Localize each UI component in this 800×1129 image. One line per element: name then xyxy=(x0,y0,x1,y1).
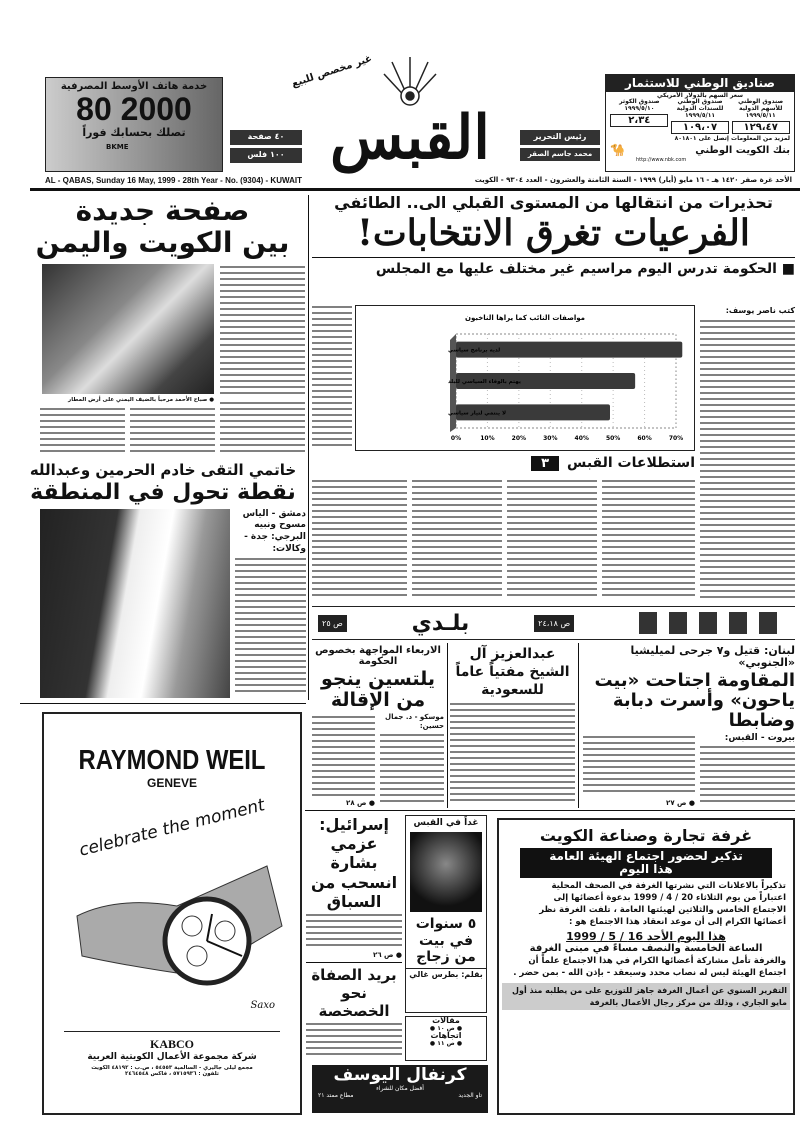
lebanon-story xyxy=(583,645,795,807)
khatami-headline: نقطة تحول في المنطقة xyxy=(30,479,296,505)
poll-banner-number: ٣ xyxy=(531,456,559,471)
yeltsin-story xyxy=(312,645,444,807)
chamber-of-commerce-ad xyxy=(497,818,795,1115)
main-headline: الفرعيات تغرق الانتخابات! xyxy=(357,211,750,254)
yeltsin-kicker: الاربعاء المواجهة بخصوص الحكومة xyxy=(315,645,441,667)
chart-tick-label: 30% xyxy=(543,435,558,442)
body-text xyxy=(235,558,306,695)
editor-box xyxy=(520,130,600,161)
chamber-banner-2: هذا اليوم xyxy=(619,861,673,876)
yemen-headline-2: بين الكويت واليمن xyxy=(35,226,290,259)
chart-tick-label: 60% xyxy=(637,435,652,442)
fund-name: صندوق الوطني للأسهم الدولية xyxy=(738,98,784,113)
chart-tick-label: 20% xyxy=(511,435,527,442)
not-for-sale-label: غير مخصص للبيع xyxy=(290,53,374,90)
main-story-header xyxy=(312,194,795,302)
khatami-kicker: خاتمي التقى خادم الحرمين وعبدالله xyxy=(29,461,297,479)
khatami-byline: دمشق - الياس مسوح ونبيه البرجي: جدة - وكالات: xyxy=(242,508,306,554)
trends-ref: ● ص ١١ ● xyxy=(429,1040,463,1048)
divider xyxy=(305,810,795,811)
chamber-org: غرفة تجارة وصناعة الكويت xyxy=(539,826,753,845)
fund-item xyxy=(610,99,668,134)
divider xyxy=(306,962,402,963)
lebanon-byline: بيروت - القبس: xyxy=(724,732,795,743)
chart-svg xyxy=(356,306,694,450)
chamber-banner xyxy=(520,848,772,878)
logo-text: القبس xyxy=(330,103,490,173)
israel-mail-column xyxy=(306,815,402,1060)
chamber-line: أعضائها الكرام إلى أن موعد انعقاد هذا الاجتماع هو : xyxy=(568,916,786,927)
column-divider xyxy=(578,643,579,808)
fund-item xyxy=(732,99,790,134)
chamber-line: تذكيراً بالاعلانات التي نشرتها الغرفة في الصحف المحلية xyxy=(551,880,786,891)
chamber-line: اجتماع الهيئة ليس له نصاب محدد وسيعقد - بإذن الله - بمن حضر . xyxy=(513,967,786,978)
fund-date: ١٩٩٩/٥/١١ xyxy=(685,111,716,119)
chamber-date: هذا اليوم الأحد 16 / 5 / 1999 xyxy=(566,929,726,943)
yemen-headline-1: صفحة جديدة xyxy=(75,194,250,227)
editor-name: محمد جاسم الصقر xyxy=(520,148,600,162)
khatami-story xyxy=(20,462,306,698)
chart-tick-label: 10% xyxy=(480,435,495,442)
author-photo xyxy=(410,832,482,912)
watch-city: GENEVE xyxy=(146,776,197,790)
chamber-line: اعتباراً من يوم الثلاثاء 20 / 4 / 1999 بدعوة أعضائها إلى xyxy=(553,892,786,903)
watch-model: Saxo xyxy=(250,1000,275,1011)
dateline-english: AL - QABAS, Sunday 16 May, 1999 - 28th Year - No. (9304) - KUWAIT xyxy=(45,176,302,185)
lebanon-headline: المقاومة اجتاحت «بيت ياحون» وأسرت دبابة وضابطا xyxy=(594,670,795,731)
nbk-url: http://www.nbk.com xyxy=(636,157,687,164)
dealer-name-arabic: شركة مجموعة الأعمال الكويتية العربية xyxy=(87,1052,257,1062)
body-text xyxy=(700,746,795,804)
main-kicker: تحذيرات من انتقالها من المستوى القبلي الى.. الطائفي xyxy=(334,193,773,212)
body-text xyxy=(450,703,575,804)
phone-ad-brand: BKME xyxy=(106,143,129,152)
divider xyxy=(64,1031,280,1032)
israel-page-ref: ● ص ٢٦ xyxy=(373,950,402,959)
body-text xyxy=(220,266,305,396)
poll-banner-label: استطلاعات القبس xyxy=(567,455,695,471)
poll-chart xyxy=(355,305,695,451)
articles-ref: ● ص ١٠ ● xyxy=(429,1024,463,1032)
tomorrow-label: غداً في القبس xyxy=(413,818,479,828)
dealer-phone: تلفون : ٥٧١٥٩٣٦ ، فاكس ٢٤٦٤٥٤٨ xyxy=(125,1071,219,1077)
body-text xyxy=(306,914,402,948)
fund-date: ١٩٩٩/٥/١٠ xyxy=(624,105,655,113)
dateline-arabic: الأحد غرة صفر ١٤٢٠ هـ - ١٦ مايو (أيار) ١٩٩٩ - السنة الثامنة والعشرون - العدد ٩٣٠٤ - الكويت xyxy=(474,176,792,184)
yemen-photo xyxy=(42,264,214,394)
carnival-ad xyxy=(312,1065,488,1113)
nbk-ad-title: صناديق الوطني للاستثمار xyxy=(606,75,794,92)
nbk-bank-name: بنك الكويت الوطني xyxy=(695,144,790,156)
carnival-hours: مطاع ممتد ٢١ xyxy=(318,1092,354,1099)
fund-date: ١٩٩٩/٥/١١ xyxy=(745,111,776,119)
carnival-tagline: أفضل مكان للشراء xyxy=(376,1085,424,1092)
baladi-title: بلـدي xyxy=(411,610,470,636)
chart-category-label: لا ينتمي لتيار سياسي xyxy=(448,410,507,417)
camel-logo-icon: 🐪 xyxy=(610,143,625,158)
carnival-title: كرنفال اليوسف xyxy=(333,1065,467,1085)
divider xyxy=(312,257,795,258)
watch-illustration xyxy=(57,846,287,996)
poll-banner xyxy=(355,455,695,471)
main-byline: كتب ناصر يوسف: xyxy=(725,306,795,315)
body-text xyxy=(130,408,215,456)
yeltsin-page-ref: ● ص ٢٨ xyxy=(346,799,375,807)
page-count: ٤٠ صفحة xyxy=(230,130,302,145)
chamber-closing xyxy=(502,956,790,980)
raymond-weil-ad xyxy=(42,712,302,1115)
baladi-logos xyxy=(639,612,789,634)
nbk-fund-ad xyxy=(605,74,795,172)
main-subhead: ■ الحكومة تدرس اليوم مراسيم غير مختلف عليها مع المجلس xyxy=(375,261,795,278)
body-text xyxy=(602,480,695,598)
body-text xyxy=(220,402,305,456)
yeltsin-headline: يلتسين ينجو من الإقالة xyxy=(321,668,435,711)
phone-banking-ad xyxy=(45,77,223,172)
chamber-text xyxy=(502,881,790,929)
chamber-footer: التقرير السنوي عن أعمال الغرفة جاهز للتوزيع على من يطلبه منذ أول مايو الجاري ، وذلك من مركز رجال الأعمال بالغرفة xyxy=(502,983,790,1009)
fund-item xyxy=(671,99,729,134)
body-text xyxy=(40,408,125,456)
tomorrow-byline: بقلم: بطرس غالي xyxy=(406,968,486,980)
dealer-name: KABCO xyxy=(149,1037,194,1051)
divider xyxy=(20,703,306,704)
fund-price: ١٢٩،٤٧ xyxy=(732,121,790,135)
khatami-photo xyxy=(40,509,230,698)
chamber-time: الساعة الخامسة والنصف مساءً في مبنى الغرفة xyxy=(529,942,763,954)
articles-label: مقالات xyxy=(432,1016,460,1025)
column-divider xyxy=(447,643,448,808)
chart-tick-label: 40% xyxy=(574,435,589,442)
mufti-headline: عبدالعزيز آل الشيخ مفتياً عاماً للسعودية xyxy=(455,646,570,699)
watch-brand: RAYMOND WEIL xyxy=(78,744,266,775)
yemen-photo-caption: ● صباح الأحمد مرحباً بالضيف اليمني على أرض المطار xyxy=(68,397,214,403)
body-text xyxy=(306,1023,402,1057)
nbk-info: لمزيد من المعلومات إتصل على ٨٠١٨٠١ xyxy=(674,135,790,143)
mufti-story xyxy=(450,645,575,807)
chart-tick-label: 70% xyxy=(668,435,684,442)
body-text xyxy=(380,734,444,804)
chart-category-label: لديه برنامج سياسي xyxy=(448,347,501,354)
editor-label: رئيس التحرير xyxy=(520,130,600,145)
issue-info-box xyxy=(230,130,302,163)
baladi-page-right: ص ٢٤،١٨ xyxy=(534,615,574,632)
column-divider xyxy=(308,195,309,700)
dealer-address: مجمع ليلى جاليري - السالمية ٥٤٥٥٣ ، ص.ب : ٤٨١٩٢ الكويت xyxy=(91,1065,253,1071)
watch-slogan: celebrate the moment xyxy=(77,795,267,861)
chart-tick-label: 0% xyxy=(450,435,462,442)
articles-box xyxy=(405,1016,487,1061)
lebanon-kicker: لبنان: قتيل و٧ جرحى لميليشيا «الجنوبي» xyxy=(630,644,795,670)
body-text xyxy=(312,716,375,796)
tomorrow-box xyxy=(405,815,487,1013)
body-text xyxy=(583,736,695,796)
body-text xyxy=(312,480,407,598)
carnival-note: تاو الجديد xyxy=(458,1092,482,1099)
baladi-page-left: ص ٢٥ xyxy=(318,615,347,632)
phone-ad-number: 80 2000 xyxy=(76,91,192,127)
baladi-strip xyxy=(312,606,795,640)
chart-tick-label: 50% xyxy=(605,435,621,442)
phone-ad-title: خدمة هاتف الأوسط المصرفية xyxy=(60,81,208,92)
chamber-line: والغرفة تأمل مشاركة أعضائها الكرام في هذا الاجتماع علماً أن xyxy=(528,955,786,966)
fund-price: ٢،٣٤ xyxy=(610,114,668,128)
chart-title: مواصفات النائب كما يراها الناخبون xyxy=(465,314,585,322)
phone-ad-tagline: تصلك بحسابك فوراً xyxy=(82,126,186,140)
fund-price: ١٠٩،٠٧ xyxy=(671,121,729,135)
chamber-line: الاجتماع الخامس والثلاثين لهيئتها العامة ، تلفت الغرفة نظر xyxy=(539,904,786,915)
sunburst-logo-icon xyxy=(380,52,440,107)
body-text xyxy=(507,480,597,598)
body-text xyxy=(700,320,795,598)
fund-list xyxy=(606,99,794,134)
chamber-banner-1: تذكير لحضور اجتماع الهيئة العامة xyxy=(549,848,743,863)
yeltsin-byline: موسكو - د. جمال حسين: xyxy=(385,712,444,730)
body-text xyxy=(412,480,502,598)
mail-headline: بريد الصفاة نحو الخصخصة xyxy=(311,965,397,1020)
trends-label: اتجاهات xyxy=(430,1031,462,1041)
lebanon-page-ref: ● ص ٢٧ xyxy=(666,799,695,807)
chart-category-label: يهتم بالوفاء السياسي للبلد xyxy=(448,379,521,385)
israel-headline: إسرائيل: عزمي بشارة انسحب من السباق xyxy=(310,815,398,911)
masthead-rule xyxy=(30,188,800,191)
fund-name: صندوق الكوثر xyxy=(619,98,660,106)
tomorrow-headline: ٥ سنوات في بيت من زجاج xyxy=(415,915,477,966)
body-text xyxy=(312,306,352,450)
nbk-ad-subtitle: سعر السهم بالدولار الأمريكي xyxy=(656,92,744,100)
price: ١٠٠ فلس xyxy=(230,148,302,163)
fund-name: صندوق الوطني للسندات الدولية xyxy=(676,98,724,113)
